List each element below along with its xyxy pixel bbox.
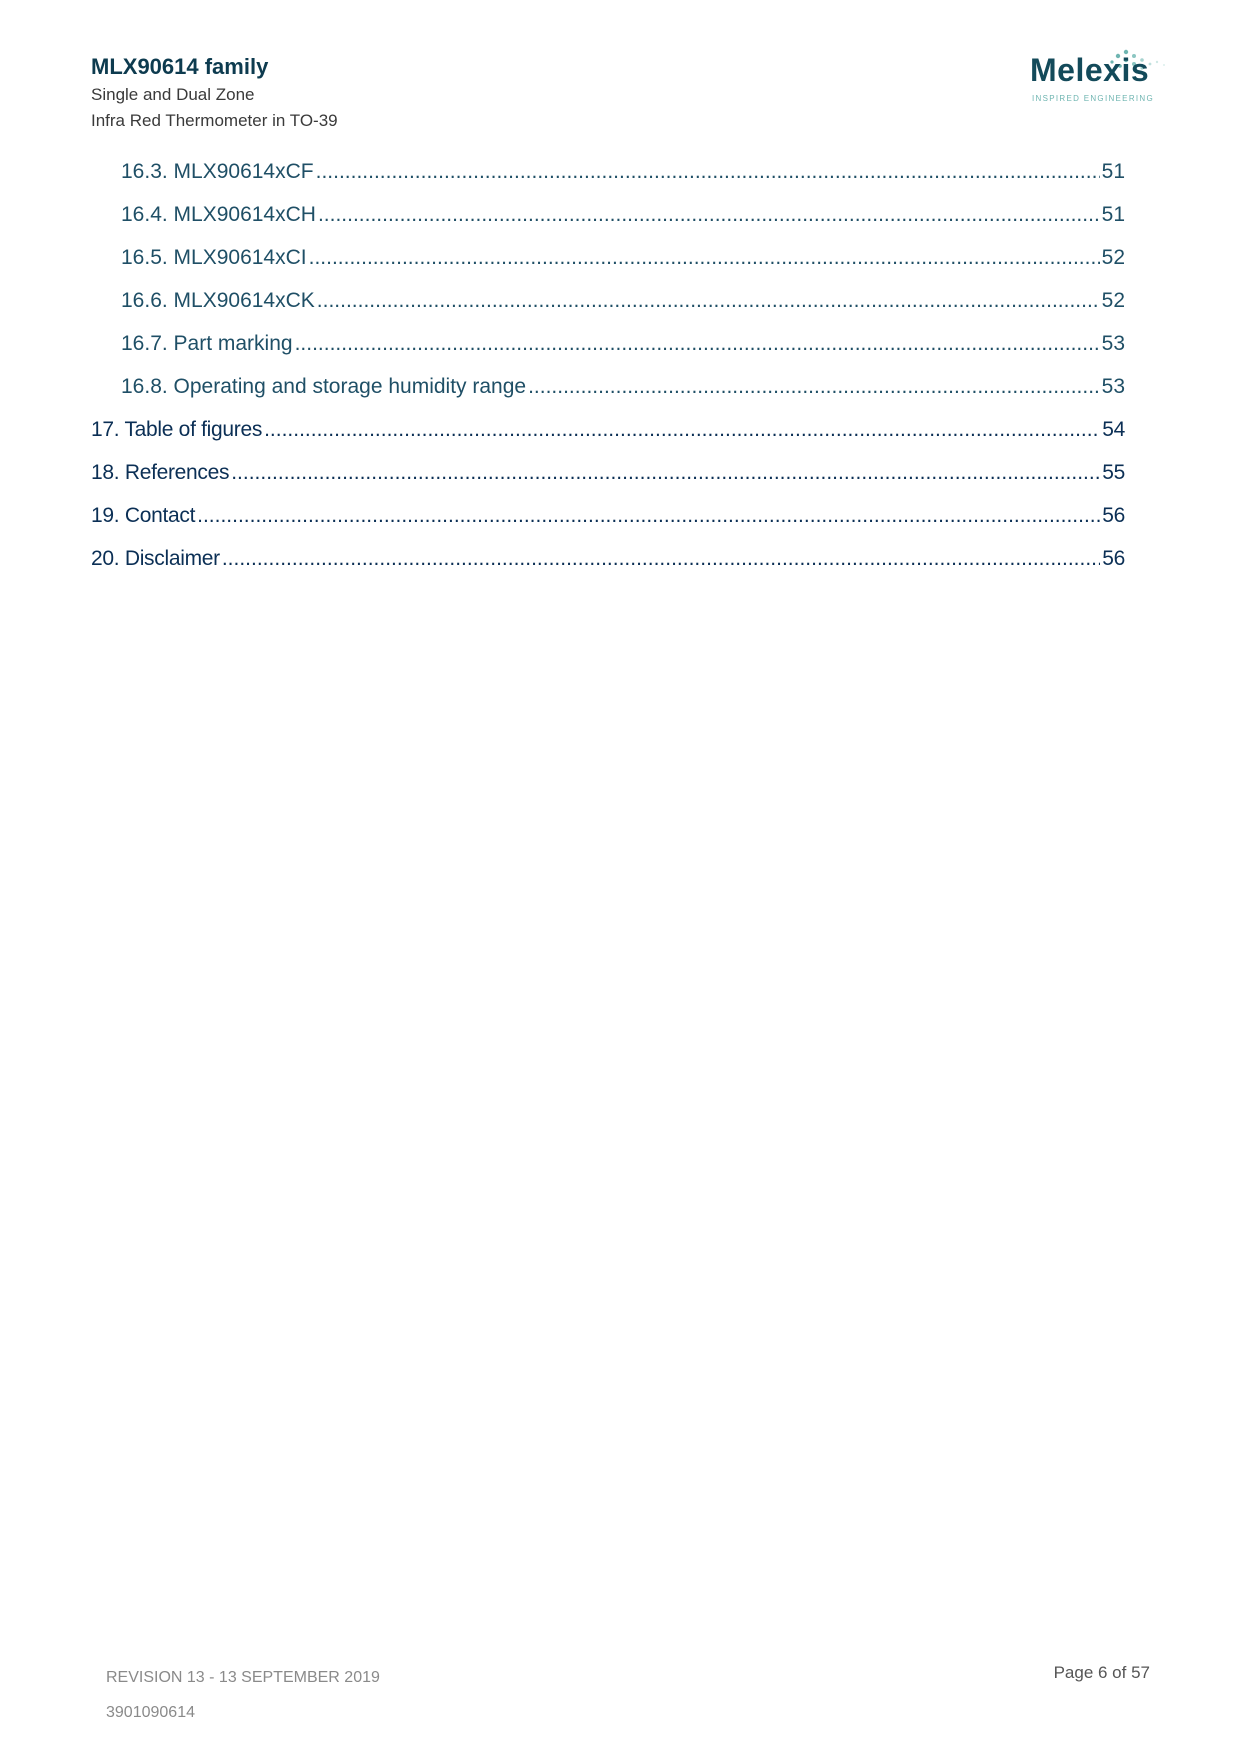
toc-leader-dots (231, 461, 1100, 485)
toc-entry-16-3[interactable] (91, 160, 1125, 203)
toc-entry-label: 16.6. MLX90614xCK (121, 289, 315, 312)
document-subtitle-line1: Single and Dual Zone (91, 85, 255, 104)
toc-leader-dots (309, 246, 1100, 270)
toc-entry-20[interactable] (91, 547, 1125, 590)
toc-entry-label: 16.3. MLX90614xCF (121, 160, 314, 183)
toc-entry-16-8[interactable] (91, 375, 1125, 418)
toc-leader-dots (316, 160, 1100, 184)
toc-entry-label: 16.8. Operating and storage humidity range (121, 375, 527, 398)
toc-entry-label: 17. Table of figures (91, 418, 263, 441)
toc-leader-dots (222, 547, 1100, 571)
toc-leader-dots (264, 418, 1100, 442)
document-title: MLX90614 family (91, 54, 269, 79)
toc-entry-page: 56 (1102, 504, 1125, 527)
logo-tagline: INSPIRED ENGINEERING (1032, 94, 1155, 103)
toc-leader-dots (295, 332, 1100, 356)
page-number: Page 6 of 57 (1053, 1663, 1150, 1682)
toc-entry-label: 16.5. MLX90614xCI (121, 246, 307, 269)
toc-entry-page: 51 (1101, 203, 1125, 226)
document-footer-left (106, 1660, 380, 1730)
document-header (91, 52, 338, 134)
document-subtitle-line2: Infra Red Thermometer in TO-39 (91, 111, 338, 130)
toc-entry-label: 19. Contact (91, 504, 196, 527)
toc-entry-17[interactable] (91, 418, 1125, 461)
toc-entry-19[interactable] (91, 504, 1125, 547)
toc-entry-16-4[interactable] (91, 203, 1125, 246)
toc-leader-dots (528, 375, 1100, 399)
toc-entry-label: 16.7. Part marking (121, 332, 293, 355)
toc-entry-page: 52 (1101, 289, 1125, 312)
toc-entry-16-7[interactable] (91, 332, 1125, 375)
toc-entry-18[interactable] (91, 461, 1125, 504)
toc-entry-page: 53 (1101, 375, 1125, 398)
toc-entry-page: 55 (1102, 461, 1125, 484)
toc-entry-page: 53 (1101, 332, 1125, 355)
toc-leader-dots (197, 504, 1100, 528)
toc-entry-16-6[interactable] (91, 289, 1125, 332)
document-number: 3901090614 (106, 1704, 195, 1721)
toc-entry-label: 18. References (91, 461, 230, 484)
toc-entry-page: 56 (1102, 547, 1125, 570)
revision-label: REVISION 13 - 13 SEPTEMBER 2019 (106, 1669, 380, 1686)
toc-entry-page: 52 (1101, 246, 1125, 269)
logo-wordmark: Melexis (1030, 52, 1150, 88)
toc-entry-label: 20. Disclaimer (91, 547, 220, 570)
toc-entry-16-5[interactable] (91, 246, 1125, 289)
toc-entry-page: 51 (1101, 160, 1125, 183)
table-of-contents (91, 160, 1125, 590)
toc-entry-label: 16.4. MLX90614xCH (121, 203, 316, 226)
melexis-logo (1020, 46, 1180, 108)
toc-entry-page: 54 (1102, 418, 1125, 441)
toc-leader-dots (318, 203, 1100, 227)
toc-leader-dots (317, 289, 1100, 313)
